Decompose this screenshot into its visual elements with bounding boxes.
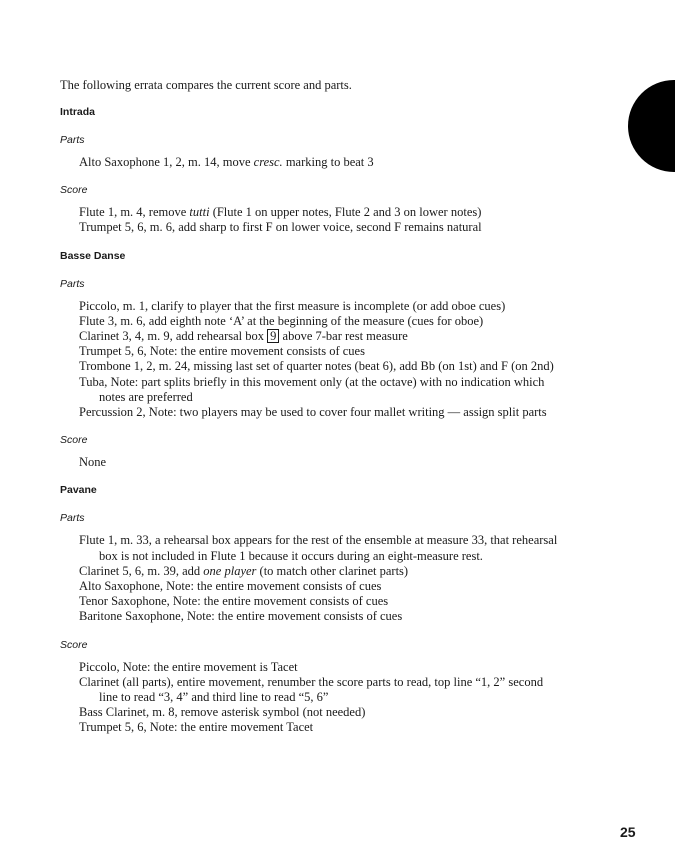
movement-heading-intrada: Intrada (60, 106, 96, 118)
errata-item: Piccolo, m. 1, clarify to player that the first measure is incomplete (or add oboe cues) (79, 298, 506, 313)
parts-heading: Parts (60, 512, 85, 525)
parts-heading: Parts (60, 134, 85, 146)
errata-item: Baritone Saxophone, Note: the entire movement consists of cues (79, 609, 403, 624)
errata-item: Trumpet 5, 6, Note: the entire movement Tacet (79, 720, 314, 735)
errata-item: Trumpet 5, 6, Note: the entire movement consists of cues (79, 344, 365, 359)
parts-heading: Parts (60, 277, 85, 290)
errata-item: Clarinet 3, 4, m. 9, add rehearsal box 9 above 7-bar rest measure (79, 329, 408, 344)
errata-item: Flute 1, m. 33, a rehearsal box appears for the rest of the ensemble at measure 33, that rehearsal box is not included in Flute 1 because it occurs during an eight-measure rest. (79, 533, 558, 563)
rehearsal-box: 9 (267, 329, 279, 343)
errata-list (60, 660, 560, 736)
score-heading: Score (60, 184, 88, 197)
intro-text: The following errata compares the current score and parts. (60, 78, 352, 92)
errata-item: Tuba, Note: part splits briefly in this movement only (at the octave) with no indication which notes are preferred (79, 374, 545, 404)
errata-item: Flute 3, m. 6, add eighth note ‘A’ at the beginning of the measure (cues for oboe) (79, 313, 484, 328)
errata-item: Trombone 1, 2, m. 24, missing last set of quarter notes (beat 6), add Bb (on 1st) and F (on 2nd) (79, 359, 554, 374)
errata-item: None (79, 455, 107, 470)
errata-item: Tenor Saxophone, Note: the entire movement consists of cues (79, 594, 389, 609)
errata-item: Alto Saxophone 1, 2, m. 14, move cresc. marking to beat 3 (79, 155, 374, 169)
errata-list (60, 533, 560, 624)
errata-item: Trumpet 5, 6, m. 6, add sharp to first F on lower voice, second F remains natural (79, 220, 482, 235)
errata-list (60, 205, 560, 235)
movement-heading-pavane: Pavane (60, 484, 97, 497)
errata-content (60, 77, 560, 749)
score-heading: Score (60, 638, 88, 651)
page-number: 25 (620, 824, 636, 840)
errata-list (60, 299, 560, 421)
errata-item: Alto Saxophone, Note: the entire movement consists of cues (79, 579, 382, 594)
errata-item: Clarinet (all parts), entire movement, renumber the score parts to read, top line “1, 2” second line to read “3, 4” and third line to read “5, 6” (79, 674, 544, 705)
errata-item: Bass Clarinet, m. 8, remove asterisk symbol (not needed) (79, 705, 366, 720)
errata-item: Clarinet 5, 6, m. 39, add one player (to match other clarinet parts) (79, 563, 409, 578)
errata-list (60, 455, 560, 470)
section-tab-marker (628, 80, 675, 172)
errata-item: Percussion 2, Note: two players may be used to cover four mallet writing — assign split parts (79, 405, 547, 420)
movement-heading-basse-danse: Basse Danse (60, 249, 126, 262)
errata-item: Flute 1, m. 4, remove tutti (Flute 1 on upper notes, Flute 2 and 3 on lower notes) (79, 205, 482, 220)
score-heading: Score (60, 434, 88, 447)
errata-item: Piccolo, Note: the entire movement is Tacet (79, 659, 298, 674)
errata-list (60, 155, 560, 170)
